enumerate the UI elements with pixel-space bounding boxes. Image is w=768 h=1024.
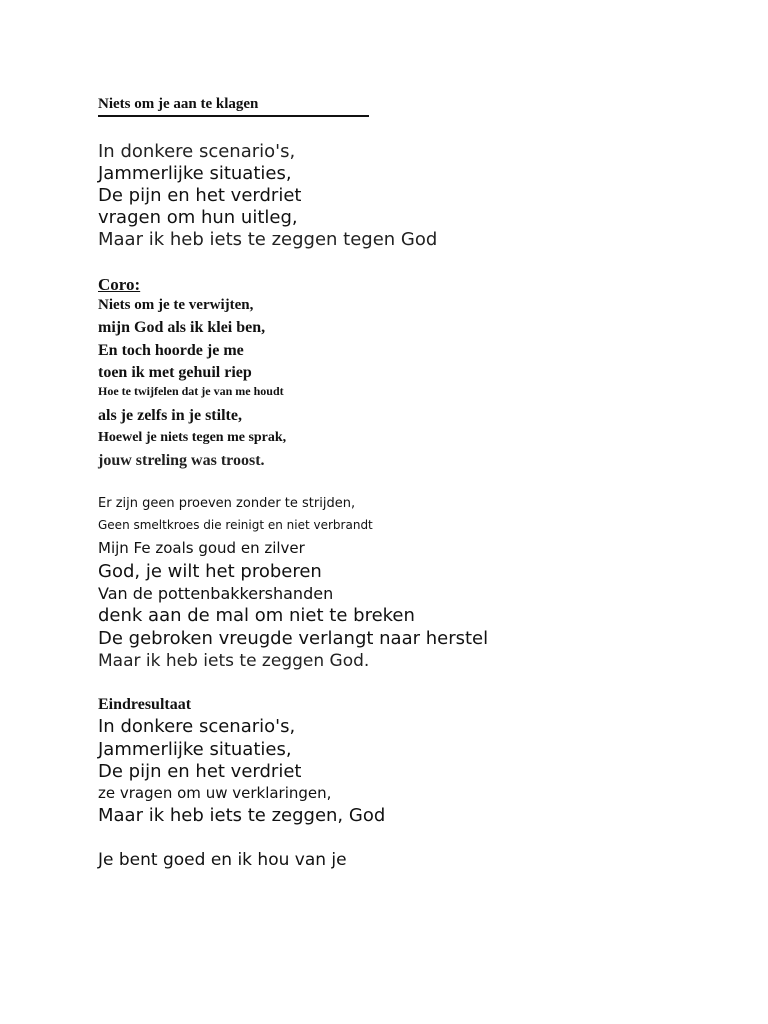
chorus-line-4: toen ik met gehuil riep: [98, 364, 252, 381]
chorus-line-1: Niets om je te verwijten,: [98, 297, 254, 313]
chorus-line-3: En toch hoorde je me: [98, 342, 244, 359]
ending-line-1: In donkere scenario's,: [98, 716, 296, 737]
chorus-line-8: jouw streling was troost.: [98, 452, 265, 469]
closing-line: Je bent goed en ik hou van je: [98, 850, 347, 870]
verse2-line-4: God, je wilt het proberen: [98, 561, 322, 582]
verse2-line-1: Er zijn geen proeven zonder te strijden,: [98, 496, 356, 511]
chorus-line-2: mijn God als ik klei ben,: [98, 319, 266, 336]
ending-line-5: Maar ik heb iets te zeggen, God: [98, 805, 386, 826]
verse1-line-4: vragen om hun uitleg,: [98, 207, 298, 228]
verse2-line-7: De gebroken vreugde verlangt naar herstel: [98, 628, 489, 649]
verse2-line-8: Maar ik heb iets te zeggen God.: [98, 651, 370, 671]
chorus-line-6: als je zelfs in je stilte,: [98, 407, 242, 424]
ending-line-3: De pijn en het verdriet: [98, 761, 302, 782]
verse2-line-5: Van de pottenbakkershanden: [98, 584, 334, 603]
verse2-line-6: denk aan de mal om niet te breken: [98, 605, 415, 626]
ending-line-4: ze vragen om uw verklaringen,: [98, 784, 332, 802]
verse2-line-2: Geen smeltkroes die reinigt en niet verbrandt: [98, 518, 373, 532]
ending-line-2: Jammerlijke situaties,: [98, 739, 292, 760]
verse1-line-3: De pijn en het verdriet: [98, 185, 302, 206]
song-title: Niets om je aan te klagen: [98, 96, 369, 117]
verse1-line-1: In donkere scenario's,: [98, 141, 296, 162]
verse2-line-3: Mijn Fe zoals goud en zilver: [98, 539, 305, 557]
verse1-line-2: Jammerlijke situaties,: [98, 163, 292, 184]
chorus-line-7: Hoewel je niets tegen me sprak,: [98, 430, 287, 445]
chorus-line-5: Hoe te twijfelen dat je van me houdt: [98, 384, 284, 398]
verse1-line-5: Maar ik heb iets te zeggen tegen God: [98, 229, 438, 250]
chorus-heading: Coro:: [98, 275, 141, 294]
ending-heading: Eindresultaat: [98, 696, 192, 713]
